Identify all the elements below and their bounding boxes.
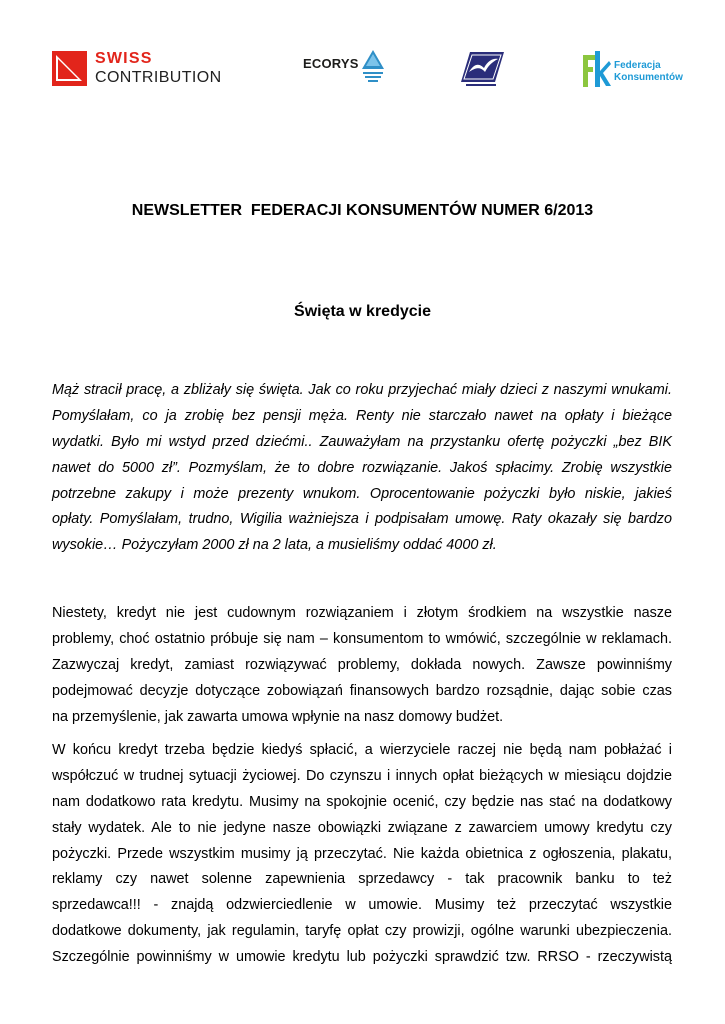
text-line: na przemyślenie, jak zawarta umowa wpłynie na nasz domowy budżet.: [52, 708, 504, 725]
ecorys-logo-text: ECORYS: [303, 56, 359, 71]
testimonial-paragraph: [52, 378, 672, 559]
text-line: stały wydatek. Ale to nie jedyne nasze obowiązki związane z zawarciem umowy kredytu czy: [52, 819, 672, 836]
text-line: dodatkowe dokumenty, jak regulamin, taryfę opłat czy prowizji, ogólne warunki ubezpieczenia.: [52, 923, 672, 940]
text-line: Mąż stracił pracę, a zbliżały się święta. Jak co roku przyjechać miały dzieci z naszymi wnukami.: [52, 382, 672, 398]
swiss-contribution-logo: [52, 49, 242, 91]
text-line: Szczególnie powinniśmy w umowie kredytu lub pożyczki sprawdzić tzw. RRSO - rzeczywistą: [52, 949, 672, 966]
swiss-logo-line2: CONTRIBUTION: [95, 69, 222, 86]
text-line: Pomyślałam, co ja zrobię bez pensji męża. Renty nie starczało nawet na opłaty i bieżące: [52, 407, 672, 424]
text-line: potrzebne zakupy i może prezenty wnukom. Oprocentowanie pożyczki było niskie, jakieś: [52, 485, 672, 502]
text-line: wydatki. Było mi wstyd przed dziećmi.. Zauważyłam na przystanku ofertę pożyczki „bez BIK: [52, 433, 672, 450]
text-line: wysokie… Pożyczyłam 2000 zł na 2 lata, a musieliśmy oddać 4000 zł.: [52, 537, 497, 554]
text-line: sprzedawca!!! - znajdą odzwierciedlenie w umowie. Musimy też przeczytać wszystkie: [52, 897, 672, 914]
newsletter-title: NEWSLETTER FEDERACJI KONSUMENTÓW NUMER 6/2013: [131, 202, 594, 219]
text-line: Niestety, kredyt nie jest cudownym rozwiązaniem i złotym środkiem na wszystkie nasze: [52, 605, 672, 621]
swiss-logo-line1: SWISS: [95, 50, 153, 67]
body-paragraph: [52, 601, 672, 730]
text-line: reklamy czy nawet solenne zapewnienia sprzedawcy - tak pracownik banku to też: [52, 871, 672, 888]
text-line: opłaty. Pomyślałam, trudno, Wigilia ważniejsza i podpisałam umowę. Raty okazały się bardzo: [52, 511, 672, 528]
text-line: pożyczki. Przede wszystkim musimy ją przeczytać. Nie każda obietnica z ogłoszenia, plakatu,: [52, 845, 672, 862]
fk-logo-line1: Federacja: [614, 60, 661, 71]
body-paragraph: [52, 738, 672, 971]
text-line: podejmować decyzje dotyczące zobowiązań finansowych bardzo rozsądnie, dając sobie czas: [52, 682, 672, 699]
seagull-emblem-logo: [460, 50, 505, 88]
swiss-contribution-mark-icon: [52, 51, 87, 86]
federacja-konsumentow-logo: [581, 51, 681, 91]
fk-logo-line2: Konsumentów: [614, 72, 683, 83]
text-line: Zazwyczaj kredyt, zamiast rozwiązywać problemy, dokłada nowych. Zawsze powinniśmy: [52, 656, 672, 673]
ecorys-logo: [303, 50, 385, 84]
article-title: Święta w kredycie: [294, 303, 431, 320]
text-line: współczuć w trudnej sytuacji życiowej. Do czynszu i innych opłat bieżących w miesiącu dojdzie: [52, 767, 672, 784]
ecorys-triangle-icon: [362, 50, 384, 84]
text-line: nam dodatkowo rata kredytu. Musimy na spokojnie ocenić, czy będzie nas stać na dodatkowy: [52, 793, 672, 810]
text-line: W końcu kredyt trzeba będzie kiedyś spłacić, a wierzyciele raczej nie będą nam pobłażać i: [52, 742, 672, 758]
fk-monogram-icon: [581, 51, 611, 87]
text-line: nawet do 5000 zł”. Pozmyślam, że to dobre rozwiązanie. Jakoś spłacimy. Zrobię wszystkie: [52, 459, 672, 476]
text-line: problemy, choć ostatnio próbuje się nam – konsumentom to wmówić, szczególnie w reklamach.: [52, 630, 672, 647]
